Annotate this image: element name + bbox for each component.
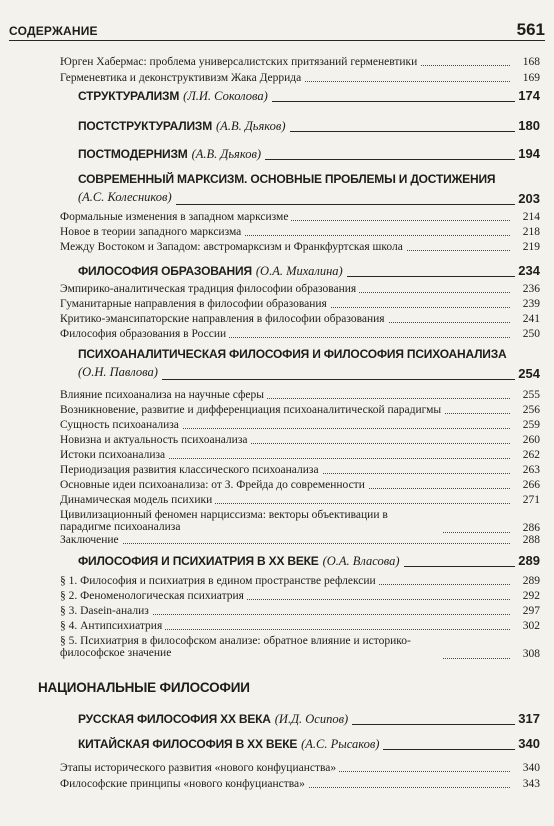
- toc-entry[interactable]: Формальные изменения в западном марксизме 214: [60, 211, 540, 223]
- toc-entry[interactable]: Герменевтика и деконструктивизм Жака Деррида 169: [60, 72, 540, 84]
- toc-entry[interactable]: § 3. Dasein-анализ 297: [60, 605, 540, 617]
- toc-entry[interactable]: Заключение 288: [60, 534, 540, 546]
- toc-entry[interactable]: Этапы исторического развития «нового конфуцианства» 340: [60, 762, 540, 774]
- toc-entry[interactable]: Философия образования в России 250: [60, 328, 540, 340]
- toc-entry[interactable]: Сущность психоанализа 259: [60, 419, 540, 431]
- section-postmodernism[interactable]: ПОСТМОДЕРНИЗМ (А.В. Дьяков) 194: [78, 146, 540, 161]
- toc-entry[interactable]: Основные идеи психоанализа: от З. Фрейда до современности 266: [60, 479, 540, 491]
- toc-entry[interactable]: § 2. Феноменологическая психиатрия 292: [60, 590, 540, 602]
- toc-entry[interactable]: § 4. Антипсихиатрия 302: [60, 620, 540, 632]
- section-psychiatry[interactable]: ФИЛОСОФИЯ И ПСИХИАТРИЯ В XX ВЕКЕ (О.А. Власова) 289: [78, 553, 540, 568]
- section-structuralism[interactable]: СТРУКТУРАЛИЗМ (Л.И. Соколова) 174: [78, 88, 540, 103]
- header-title: СОДЕРЖАНИЕ: [9, 24, 98, 38]
- toc-entry[interactable]: Новое в теории западного марксизма 218: [60, 226, 540, 238]
- section-chinese[interactable]: КИТАЙСКАЯ ФИЛОСОФИЯ В XX ВЕКЕ (А.С. Рысаков) 340: [78, 736, 540, 751]
- section-marxism[interactable]: СОВРЕМЕННЫЙ МАРКСИЗМ. ОСНОВНЫЕ ПРОБЛЕМЫ И ДОСТИЖЕНИЯ (А.С. Колесников) 203: [78, 172, 540, 206]
- section-psychoanalysis[interactable]: ПСИХОАНАЛИТИЧЕСКАЯ ФИЛОСОФИЯ И ФИЛОСОФИЯ ПСИХОАНАЛИЗА (О.Н. Павлова) 254: [78, 347, 540, 381]
- toc-entry[interactable]: Юрген Хабермас: проблема универсалистских притязаний герменевтики 168: [60, 56, 540, 68]
- toc-entry[interactable]: Периодизация развития классического психоанализа 263: [60, 464, 540, 476]
- part-title: НАЦИОНАЛЬНЫЕ ФИЛОСОФИИ: [38, 680, 250, 695]
- section-education[interactable]: ФИЛОСОФИЯ ОБРАЗОВАНИЯ (О.А. Михалина) 234: [78, 263, 540, 278]
- toc-entry[interactable]: § 1. Философия и психиатрия в едином пространстве рефлексии 289: [60, 575, 540, 587]
- page-number: 561: [516, 20, 545, 39]
- toc-entry[interactable]: Новизна и актуальность психоанализа 260: [60, 434, 540, 446]
- toc-entry[interactable]: Критико-эмансипаторские направления в философии образования 241: [60, 313, 540, 325]
- section-russian[interactable]: РУССКАЯ ФИЛОСОФИЯ XX ВЕКА (И.Д. Осипов) 317: [78, 711, 540, 726]
- toc-entry[interactable]: Эмпирико-аналитическая традиция философии образования 236: [60, 283, 540, 295]
- toc-entry[interactable]: Цивилизационный феномен нарциссизма: векторы объективации в парадигме психоанализа 286: [60, 509, 540, 534]
- toc-entry[interactable]: Возникновение, развитие и дифференциация психоаналитической парадигмы 256: [60, 404, 540, 416]
- toc-entry[interactable]: Влияние психоанализа на научные сферы 255: [60, 389, 540, 401]
- toc-entry[interactable]: Философские принципы «нового конфуцианства» 343: [60, 778, 540, 790]
- toc-entry[interactable]: Гуманитарные направления в философии образования 239: [60, 298, 540, 310]
- toc-entry[interactable]: § 5. Психиатрия в философском анализе: обратное влияние и историко-философское значение 308: [60, 635, 540, 660]
- toc-entry[interactable]: Истоки психоанализа 262: [60, 449, 540, 461]
- toc-entry[interactable]: Между Востоком и Западом: австромарксизм и Франкфуртская школа 219: [60, 241, 540, 253]
- section-poststructuralism[interactable]: ПОСТСТРУКТУРАЛИЗМ (А.В. Дьяков) 180: [78, 118, 540, 133]
- toc-entry[interactable]: Динамическая модель психики 271: [60, 494, 540, 506]
